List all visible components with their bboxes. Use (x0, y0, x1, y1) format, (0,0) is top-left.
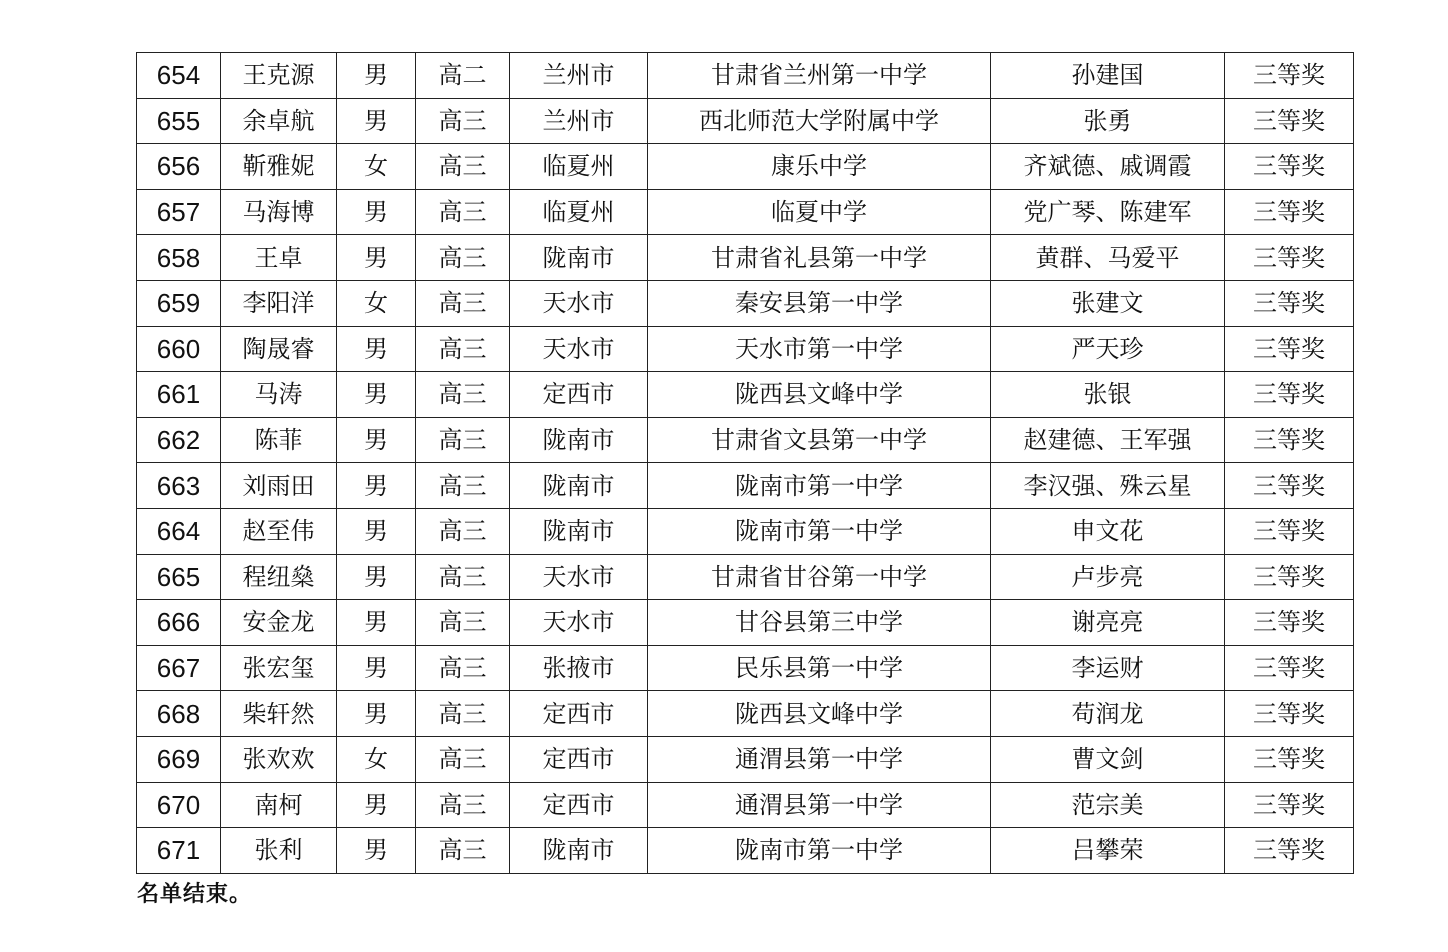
school-cell: 天水市第一中学 (648, 326, 991, 372)
school-cell: 甘谷县第三中学 (648, 600, 991, 646)
school-cell: 临夏中学 (648, 189, 991, 235)
award-cell: 三等奖 (1225, 326, 1354, 372)
table-row (137, 280, 1354, 326)
name-cell: 张欢欢 (221, 736, 337, 782)
name-cell: 张利 (221, 828, 337, 874)
award-cell: 三等奖 (1225, 144, 1354, 190)
gender-cell: 男 (337, 691, 416, 737)
city-cell: 定西市 (510, 782, 648, 828)
number-cell: 656 (137, 144, 221, 190)
award-cell: 三等奖 (1225, 280, 1354, 326)
grade-cell: 高三 (416, 508, 510, 554)
number-cell: 655 (137, 98, 221, 144)
grade-cell: 高三 (416, 280, 510, 326)
number-cell: 665 (137, 554, 221, 600)
grade-cell: 高三 (416, 782, 510, 828)
award-cell: 三等奖 (1225, 53, 1354, 99)
school-cell: 通渭县第一中学 (648, 782, 991, 828)
city-cell: 定西市 (510, 736, 648, 782)
school-cell: 陇西县文峰中学 (648, 691, 991, 737)
city-cell: 定西市 (510, 691, 648, 737)
teacher-cell: 李运财 (991, 645, 1225, 691)
city-cell: 兰州市 (510, 53, 648, 99)
school-cell: 甘肃省文县第一中学 (648, 417, 991, 463)
teacher-cell: 孙建国 (991, 53, 1225, 99)
grade-cell: 高三 (416, 463, 510, 509)
award-cell: 三等奖 (1225, 645, 1354, 691)
table-row (137, 326, 1354, 372)
number-cell: 659 (137, 280, 221, 326)
number-cell: 662 (137, 417, 221, 463)
name-cell: 马海博 (221, 189, 337, 235)
award-cell: 三等奖 (1225, 235, 1354, 281)
teacher-cell: 严天珍 (991, 326, 1225, 372)
name-cell: 余卓航 (221, 98, 337, 144)
award-cell: 三等奖 (1225, 463, 1354, 509)
name-cell: 南柯 (221, 782, 337, 828)
school-cell: 通渭县第一中学 (648, 736, 991, 782)
award-cell: 三等奖 (1225, 736, 1354, 782)
number-cell: 657 (137, 189, 221, 235)
award-cell: 三等奖 (1225, 508, 1354, 554)
table-row (137, 189, 1354, 235)
grade-cell: 高三 (416, 372, 510, 418)
number-cell: 654 (137, 53, 221, 99)
gender-cell: 男 (337, 189, 416, 235)
number-cell: 667 (137, 645, 221, 691)
teacher-cell: 赵建德、王军强 (991, 417, 1225, 463)
city-cell: 临夏州 (510, 189, 648, 235)
table-row (137, 736, 1354, 782)
teacher-cell: 谢亮亮 (991, 600, 1225, 646)
teacher-cell: 张银 (991, 372, 1225, 418)
name-cell: 赵至伟 (221, 508, 337, 554)
name-cell: 陶晟睿 (221, 326, 337, 372)
name-cell: 陈菲 (221, 417, 337, 463)
award-list-table (136, 52, 1354, 874)
table-row (137, 691, 1354, 737)
gender-cell: 女 (337, 144, 416, 190)
name-cell: 柴轩然 (221, 691, 337, 737)
gender-cell: 男 (337, 235, 416, 281)
award-cell: 三等奖 (1225, 691, 1354, 737)
gender-cell: 男 (337, 828, 416, 874)
table-row (137, 372, 1354, 418)
award-cell: 三等奖 (1225, 782, 1354, 828)
school-cell: 甘肃省礼县第一中学 (648, 235, 991, 281)
city-cell: 张掖市 (510, 645, 648, 691)
gender-cell: 男 (337, 326, 416, 372)
number-cell: 660 (137, 326, 221, 372)
teacher-cell: 党广琴、陈建军 (991, 189, 1225, 235)
city-cell: 临夏州 (510, 144, 648, 190)
award-cell: 三等奖 (1225, 828, 1354, 874)
school-cell: 西北师范大学附属中学 (648, 98, 991, 144)
grade-cell: 高三 (416, 417, 510, 463)
city-cell: 兰州市 (510, 98, 648, 144)
school-cell: 甘肃省甘谷第一中学 (648, 554, 991, 600)
table-row (137, 235, 1354, 281)
award-cell: 三等奖 (1225, 554, 1354, 600)
gender-cell: 男 (337, 372, 416, 418)
gender-cell: 男 (337, 600, 416, 646)
teacher-cell: 张建文 (991, 280, 1225, 326)
number-cell: 670 (137, 782, 221, 828)
grade-cell: 高二 (416, 53, 510, 99)
table-row (137, 600, 1354, 646)
table-row (137, 144, 1354, 190)
name-cell: 刘雨田 (221, 463, 337, 509)
grade-cell: 高三 (416, 691, 510, 737)
school-cell: 陇南市第一中学 (648, 828, 991, 874)
grade-cell: 高三 (416, 828, 510, 874)
name-cell: 李阳洋 (221, 280, 337, 326)
name-cell: 程纽燊 (221, 554, 337, 600)
teacher-cell: 李汉强、殊云星 (991, 463, 1225, 509)
award-cell: 三等奖 (1225, 600, 1354, 646)
teacher-cell: 黄群、马爱平 (991, 235, 1225, 281)
teacher-cell: 卢步亮 (991, 554, 1225, 600)
award-cell: 三等奖 (1225, 189, 1354, 235)
award-cell: 三等奖 (1225, 417, 1354, 463)
city-cell: 天水市 (510, 280, 648, 326)
school-cell: 陇南市第一中学 (648, 508, 991, 554)
teacher-cell: 申文花 (991, 508, 1225, 554)
city-cell: 陇南市 (510, 828, 648, 874)
city-cell: 天水市 (510, 554, 648, 600)
school-cell: 陇西县文峰中学 (648, 372, 991, 418)
city-cell: 陇南市 (510, 463, 648, 509)
number-cell: 663 (137, 463, 221, 509)
gender-cell: 女 (337, 280, 416, 326)
city-cell: 陇南市 (510, 417, 648, 463)
name-cell: 王卓 (221, 235, 337, 281)
gender-cell: 女 (337, 736, 416, 782)
number-cell: 661 (137, 372, 221, 418)
gender-cell: 男 (337, 645, 416, 691)
teacher-cell: 曹文剑 (991, 736, 1225, 782)
table-row (137, 463, 1354, 509)
gender-cell: 男 (337, 53, 416, 99)
gender-cell: 男 (337, 417, 416, 463)
teacher-cell: 张勇 (991, 98, 1225, 144)
grade-cell: 高三 (416, 235, 510, 281)
table-row (137, 508, 1354, 554)
table-row (137, 554, 1354, 600)
name-cell: 张宏玺 (221, 645, 337, 691)
school-cell: 陇南市第一中学 (648, 463, 991, 509)
number-cell: 668 (137, 691, 221, 737)
number-cell: 664 (137, 508, 221, 554)
gender-cell: 男 (337, 782, 416, 828)
gender-cell: 男 (337, 463, 416, 509)
teacher-cell: 苟润龙 (991, 691, 1225, 737)
name-cell: 马涛 (221, 372, 337, 418)
name-cell: 安金龙 (221, 600, 337, 646)
grade-cell: 高三 (416, 645, 510, 691)
number-cell: 666 (137, 600, 221, 646)
grade-cell: 高三 (416, 189, 510, 235)
grade-cell: 高三 (416, 326, 510, 372)
gender-cell: 男 (337, 508, 416, 554)
city-cell: 陇南市 (510, 508, 648, 554)
table-row (137, 645, 1354, 691)
school-cell: 秦安县第一中学 (648, 280, 991, 326)
school-cell: 甘肃省兰州第一中学 (648, 53, 991, 99)
award-cell: 三等奖 (1225, 98, 1354, 144)
city-cell: 定西市 (510, 372, 648, 418)
city-cell: 天水市 (510, 326, 648, 372)
teacher-cell: 吕攀荣 (991, 828, 1225, 874)
table-row (137, 828, 1354, 874)
name-cell: 王克源 (221, 53, 337, 99)
teacher-cell: 齐斌德、戚调霞 (991, 144, 1225, 190)
grade-cell: 高三 (416, 736, 510, 782)
award-cell: 三等奖 (1225, 372, 1354, 418)
table-row (137, 782, 1354, 828)
school-cell: 民乐县第一中学 (648, 645, 991, 691)
grade-cell: 高三 (416, 600, 510, 646)
number-cell: 669 (137, 736, 221, 782)
table-row (137, 417, 1354, 463)
city-cell: 陇南市 (510, 235, 648, 281)
teacher-cell: 范宗美 (991, 782, 1225, 828)
grade-cell: 高三 (416, 98, 510, 144)
table-row (137, 98, 1354, 144)
name-cell: 靳雅妮 (221, 144, 337, 190)
gender-cell: 男 (337, 554, 416, 600)
grade-cell: 高三 (416, 554, 510, 600)
table-row (137, 53, 1354, 99)
gender-cell: 男 (337, 98, 416, 144)
table-body (137, 53, 1354, 874)
number-cell: 658 (137, 235, 221, 281)
city-cell: 天水市 (510, 600, 648, 646)
list-end-note: 名单结束。 (137, 882, 253, 907)
school-cell: 康乐中学 (648, 144, 991, 190)
grade-cell: 高三 (416, 144, 510, 190)
number-cell: 671 (137, 828, 221, 874)
